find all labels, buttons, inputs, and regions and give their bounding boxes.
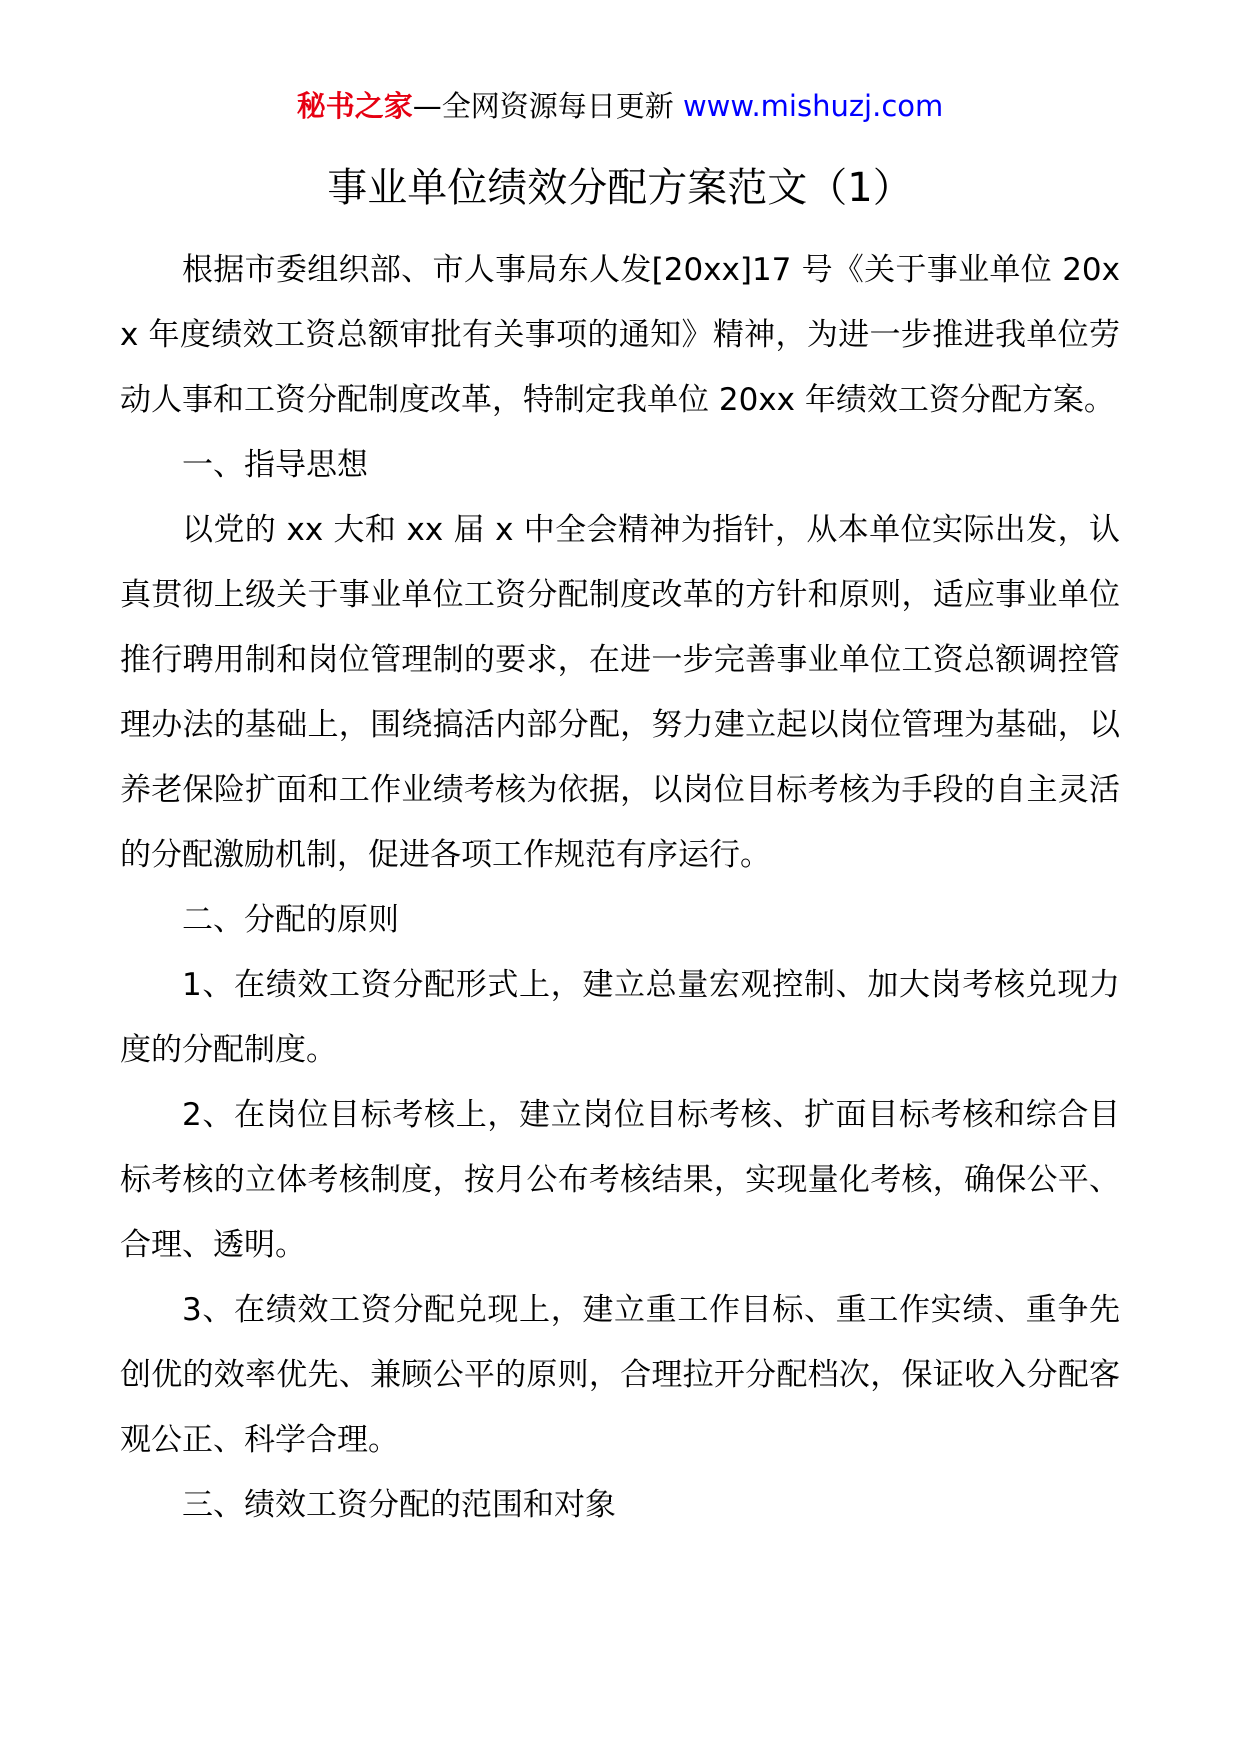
site-url-link[interactable]: www.mishuzj.com [682, 89, 944, 123]
site-tagline: —全网资源每日更新 [412, 89, 683, 123]
paragraph-intro: 根据市委组织部、市人事局东人发[20xx]17 号《关于事业单位 20xx 年度绩效工资总额审批有关事项的通知》精神，为进一步推进我单位劳动人事和工资分配制度改革，特制定我单位 20xx 年绩效工资分配方案。 [120, 252, 1120, 418]
section-heading-guiding-thought: 一、指导思想 [182, 447, 368, 483]
document-body [120, 238, 1120, 1538]
document-title: 事业单位绩效分配方案范文（1） [327, 165, 913, 211]
paragraph-principle-1: 1、在绩效工资分配形式上，建立总量宏观控制、加大岗考核兑现力度的分配制度。 [120, 967, 1120, 1068]
section-heading-principles: 二、分配的原则 [182, 902, 399, 938]
section-heading-scope: 三、绩效工资分配的范围和对象 [182, 1487, 616, 1523]
paragraph-guiding-thought: 以党的 xx 大和 xx 届 x 中全会精神为指针，从本单位实际出发，认真贯彻上级关于事业单位工资分配制度改革的方针和原则，适应事业单位推行聘用制和岗位管理制的要求，在进一步完善事业单位工资总额调控管理办法的基础上，围绕搞活内部分配，努力建立起以岗位管理为基础，以养老保险扩面和工作业绩考核为依据，以岗位目标考核为手段的自主灵活的分配激励机制，促进各项工作规范有序运行。 [120, 512, 1120, 873]
site-header [0, 86, 1240, 126]
paragraph-principle-3: 3、在绩效工资分配兑现上，建立重工作目标、重工作实绩、重争先创优的效率优先、兼顾公平的原则，合理拉开分配档次，保证收入分配客观公正、科学合理。 [120, 1292, 1120, 1458]
brand-name: 秘书之家 [296, 89, 413, 123]
paragraph-principle-2: 2、在岗位目标考核上，建立岗位目标考核、扩面目标考核和综合目标考核的立体考核制度，按月公布考核结果，实现量化考核，确保公平、合理、透明。 [120, 1097, 1120, 1263]
